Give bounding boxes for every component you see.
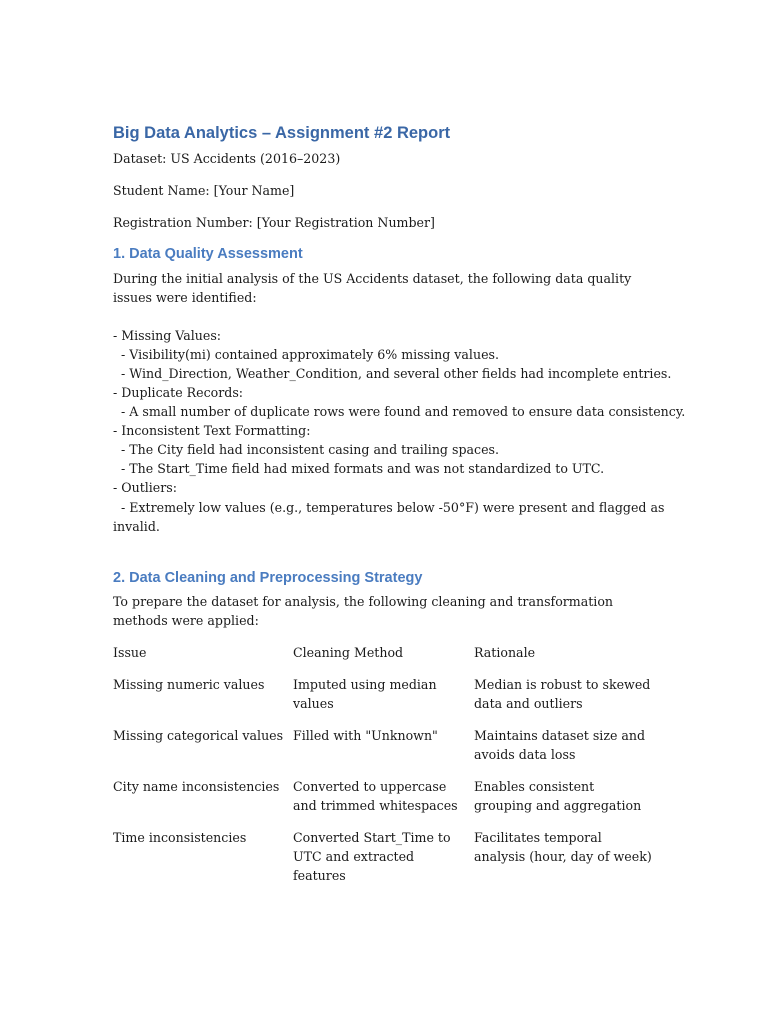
list-line: - Outliers:: [113, 480, 177, 495]
list-line: - The Start_Time field had mixed formats and was not standardized to UTC.: [113, 461, 605, 476]
registration-line: Registration Number: [Your Registration Number]: [113, 215, 435, 230]
table-header-method: Cleaning Method: [293, 645, 404, 660]
list-line: - A small number of duplicate rows were found and removed to ensure data consistency.: [113, 404, 686, 419]
table-cell: City name inconsistencies: [113, 779, 280, 794]
student-name-line: Student Name: [Your Name]: [113, 183, 295, 198]
table-cell: Converted Start_Time to UTC and extracted features: [293, 830, 451, 883]
table-cell: Missing numeric values: [113, 677, 265, 692]
table-cell: Filled with "Unknown": [293, 728, 438, 743]
table-cell: Converted to uppercase and trimmed whitespaces: [293, 779, 458, 813]
list-line: - Extremely low values (e.g., temperatures below -50°F) were present and flagged as: [113, 500, 665, 515]
table-cell: Enables consistent grouping and aggregation: [474, 779, 642, 813]
list-line: - The City field had inconsistent casing and trailing spaces.: [113, 442, 499, 457]
table-header-issue: Issue: [113, 645, 147, 660]
list-line: - Duplicate Records:: [113, 385, 244, 400]
section-1-heading: 1. Data Quality Assessment: [113, 246, 303, 262]
list-line: - Wind_Direction, Weather_Condition, and several other fields had incomplete entries.: [113, 366, 672, 381]
list-line: invalid.: [113, 519, 160, 534]
table-header-rationale: Rationale: [474, 645, 536, 660]
table-cell: Median is robust to skewed data and outliers: [474, 677, 651, 711]
table-cell: Time inconsistencies: [113, 830, 247, 845]
table-cell: Imputed using median values: [293, 677, 437, 711]
list-line: - Inconsistent Text Formatting:: [113, 423, 311, 438]
list-line: - Visibility(mi) contained approximately 6% missing values.: [113, 347, 499, 362]
table-cell: Missing categorical values: [113, 728, 284, 743]
table-cell: Maintains dataset size and avoids data loss: [474, 728, 646, 762]
section-1-intro: During the initial analysis of the US Accidents dataset, the following data quality issues were identified:: [113, 271, 632, 305]
section-2-heading: 2. Data Cleaning and Preprocessing Strategy: [113, 570, 423, 586]
list-line: - Missing Values:: [113, 328, 222, 343]
table-cell: Facilitates temporal analysis (hour, day of week): [474, 830, 652, 864]
dataset-line: Dataset: US Accidents (2016–2023): [113, 151, 341, 166]
document-title: Big Data Analytics – Assignment #2 Report: [113, 124, 451, 142]
section-2-intro: To prepare the dataset for analysis, the following cleaning and transformation methods were applied:: [113, 594, 614, 628]
